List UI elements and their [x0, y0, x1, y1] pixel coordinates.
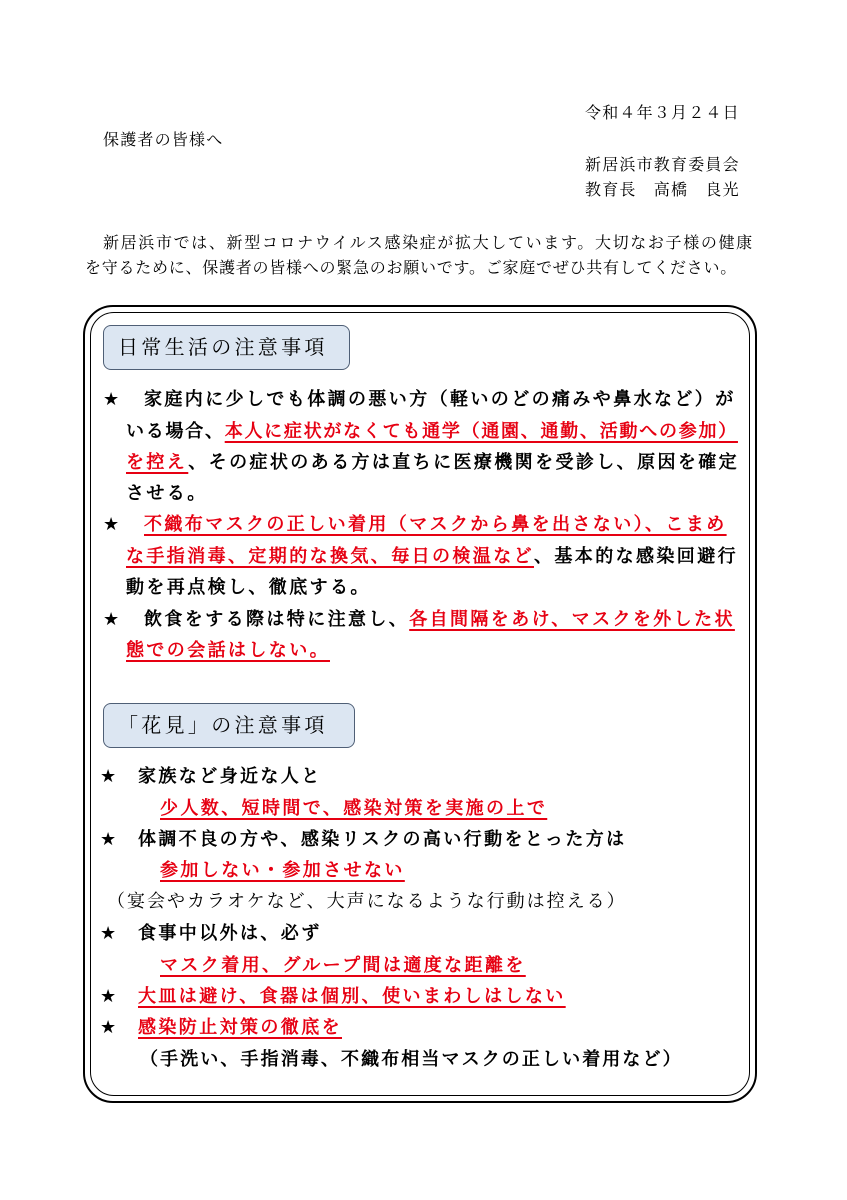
- hanami-item-3: [100, 922, 322, 946]
- item-text: 動を再点検し、徹底する。: [126, 577, 371, 598]
- item-text: いる場合、: [126, 421, 225, 442]
- item-emphasis-text: 各自間隔をあけ、マスクを外した状: [409, 609, 735, 630]
- daily-item-3-line-1: [103, 608, 735, 632]
- star-bullet-icon: ★: [100, 923, 117, 944]
- hanami-item-1: [100, 765, 322, 789]
- item-emphasis-text: を控え: [126, 452, 189, 473]
- item-text: 、その症状のある方は直ちに医療機関を受診し、原因を確定: [188, 452, 740, 473]
- star-bullet-icon: ★: [103, 514, 120, 535]
- intro-line-1: 新居浜市では、新型コロナウイルス感染症が拡大しています。大切なお子様の健康: [103, 233, 754, 252]
- hanami-item-2: [100, 828, 627, 852]
- item-emphasis-text: 感染防止対策の徹底を: [138, 1017, 342, 1038]
- daily-life-heading: 日常生活の注意事項: [103, 325, 350, 370]
- hanami-item-5-note: （手洗い、手指消毒、不織布相当マスクの正しい着用など）: [140, 1049, 683, 1070]
- hanami-item-5: [100, 1016, 342, 1040]
- item-emphasis-text: 態での会話はしない。: [126, 640, 330, 661]
- item-text: 、基本的な感染回避行: [534, 546, 738, 567]
- item-text: 家族など身近な人と: [138, 766, 322, 787]
- document-date: 令和４年３月２４日: [585, 103, 740, 122]
- item-emphasis-text: 少人数、短時間で、感染対策を実施の上で: [160, 798, 548, 819]
- star-bullet-icon: ★: [100, 986, 117, 1007]
- item-text: 食事中以外は、必ず: [138, 923, 322, 944]
- item-text: 体調不良の方や、感染リスクの高い行動をとった方は: [138, 829, 627, 850]
- item-emphasis-text: マスク着用、グループ間は適度な距離を: [160, 955, 526, 976]
- daily-item-1-line-3: [126, 451, 739, 475]
- sender-organization: 新居浜市教育委員会: [585, 155, 740, 174]
- item-text: 飲食をする際は特に注意し、: [144, 609, 410, 630]
- star-bullet-icon: ★: [100, 1017, 117, 1038]
- item-emphasis-text: 本人に症状がなくても通学（通園、通勤、活動への参加）: [224, 421, 738, 442]
- star-bullet-icon: ★: [100, 829, 117, 850]
- star-bullet-icon: ★: [103, 609, 120, 630]
- item-text: させる。: [126, 483, 208, 504]
- item-emphasis-text: 大皿は避け、食器は個別、使いまわしはしない: [138, 986, 566, 1007]
- daily-item-1-line-1: [103, 388, 736, 412]
- daily-item-2-line-2: [126, 545, 738, 569]
- daily-item-3-line-2: [126, 639, 330, 663]
- daily-item-2-line-3: [126, 576, 371, 600]
- daily-item-2-line-1: [103, 513, 727, 537]
- hanami-item-3-emphasis: [160, 954, 526, 978]
- hanami-item-4: [100, 985, 566, 1009]
- hanami-item-2-emphasis: [160, 859, 405, 883]
- daily-item-1-line-4: [126, 482, 208, 506]
- item-emphasis-text: 不織布マスクの正しい着用（マスクから鼻を出さない）、こまめ: [144, 514, 727, 535]
- intro-line-2: を守るために、保護者の皆様への緊急のお願いです。ご家庭でぜひ共有してください。: [85, 258, 737, 277]
- item-text: 家庭内に少しでも体調の悪い方（軽いのどの痛みや鼻水など）が: [144, 389, 736, 410]
- star-bullet-icon: ★: [103, 389, 120, 410]
- item-emphasis-text: 参加しない・参加させない: [160, 860, 405, 881]
- hanami-item-1-emphasis: [160, 797, 547, 821]
- hanami-item-2-note: （宴会やカラオケなど、大声になるような行動は控える）: [107, 891, 627, 912]
- addressee: 保護者の皆様へ: [103, 130, 224, 149]
- item-emphasis-text: な手指消毒、定期的な換気、毎日の検温など: [126, 546, 534, 567]
- star-bullet-icon: ★: [100, 766, 117, 787]
- daily-item-1-line-2: [126, 420, 738, 444]
- hanami-heading: 「花見」の注意事項: [103, 703, 355, 748]
- sender-name: 教育長 高橋 良光: [585, 180, 740, 199]
